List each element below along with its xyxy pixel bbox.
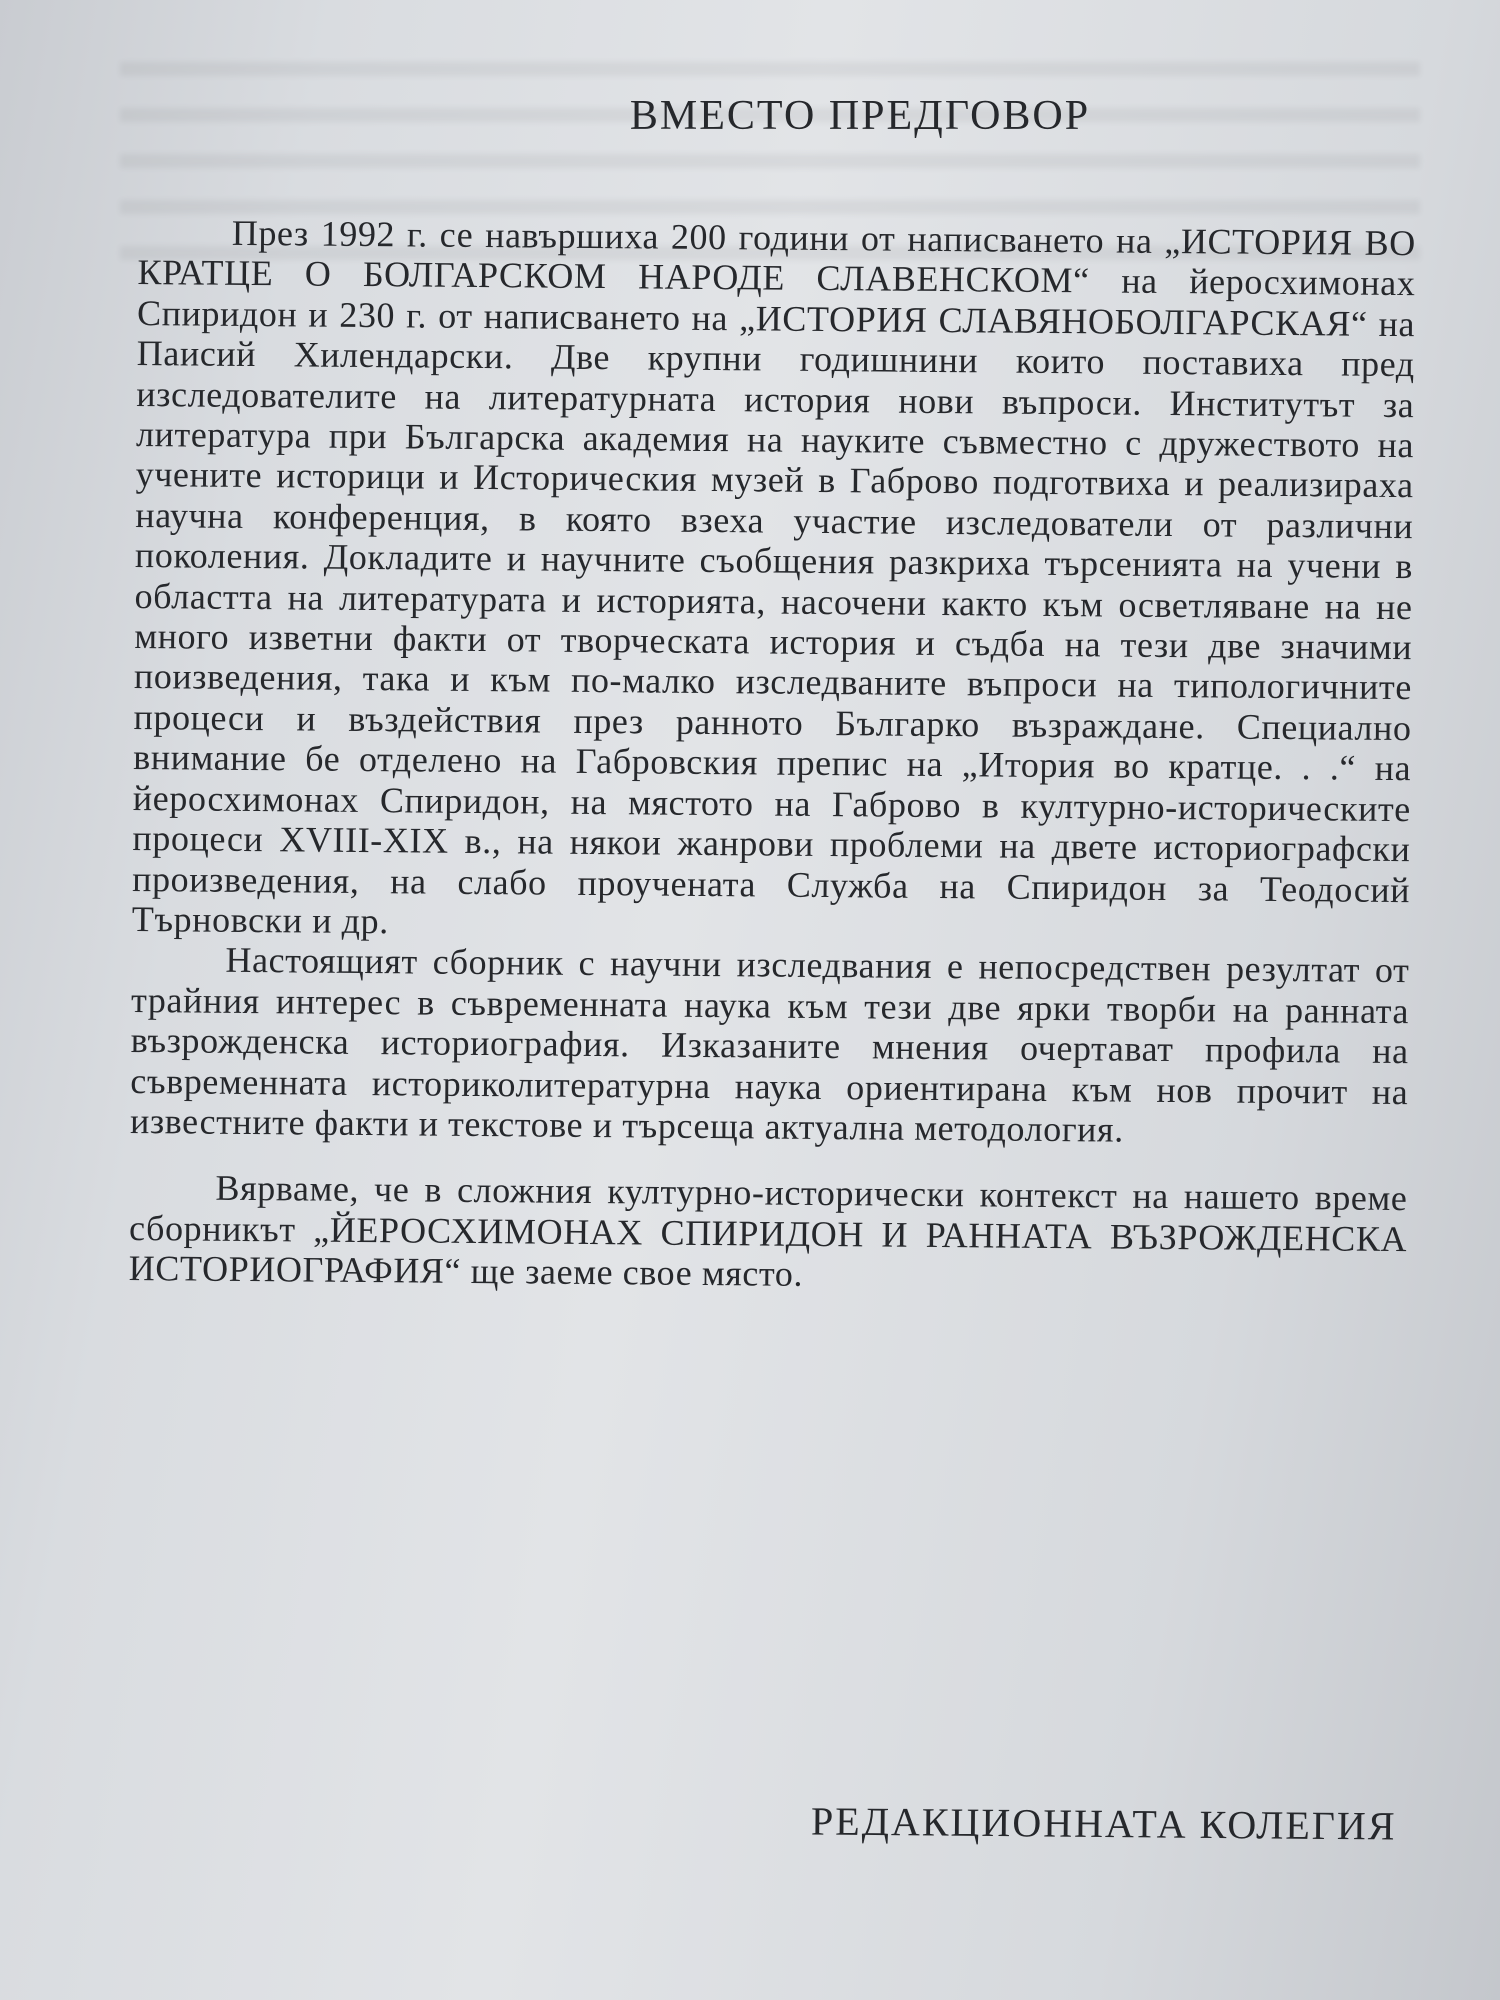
body-text [129,212,1416,1300]
paragraph-2: Настоящият сборник с научни изследвания е непосредствен резултат от трайния интерес в съвременната наука към тези две ярки творби на ранната възрожденска историография. Изказаните мнения очертават профила на съвременната историколитературна наука ориентирана към нов прочит на известните факти и текстове и търсеща актуална методология. [129,940,1410,1150]
paragraph-3: Вярваме, че в сложния културно-исторически контекст на нашето време сборникът „ЙЕРОСХИМОНАХ СПИРИДОН И РАННАТА ВЪЗРОЖДЕНСКА ИСТОРИОГРАФИЯ“ ще заеме свое място. [128,1168,1408,1294]
page-title: ВМЕСТО ПРЕДГОВОР [629,93,1091,139]
signature: РЕДАКЦИОННАТА КОЛЕГИЯ [810,1798,1397,1849]
paragraph-1: През 1992 г. се навършиха 200 години от написването на „ИСТОРИЯ ВО КРАТЦЕ О БОЛГАРСКОМ НАРОДЕ СЛАВЕНСКОМ“ на йеросхимонах Спиридон и 230 г. от написването на „ИСТОРИЯ СЛАВЯНОБОЛГАРСКАЯ“ на Паисий Хилендарски. Две крупни годишнини които постaвиха пред изследователите на литературната история нови въпроси. Институтът за литература при Българска академия на науките съвместно с дружеството на учените историци и Историческия музей в Габрово подготвиха и реализираха научна конференция, в която взеха участие изследователи от различни поколения. Докладите и научните съобщения разкриха търсенията на учени в областта на литературата и историята, насочени както към осветляване на не много изветни факти от творческата история и съдба на тези две значими поизведения, така и към по-малко изследваните въпроси на типологичните процеси и въздействия през ранното Българко възраждане. Специално внимание бе отделено на Габровския препис на „Итория во кратце. . .“ на йеросхимонах Спиридон, на мястото на Габрово в културно-историческите процеси XVIII-XIX в., на някои жанрови проблеми на двете историографски произведения, на слабо проучената Служба на Спиридон за Теодосий Търновски и др. [131,212,1416,942]
